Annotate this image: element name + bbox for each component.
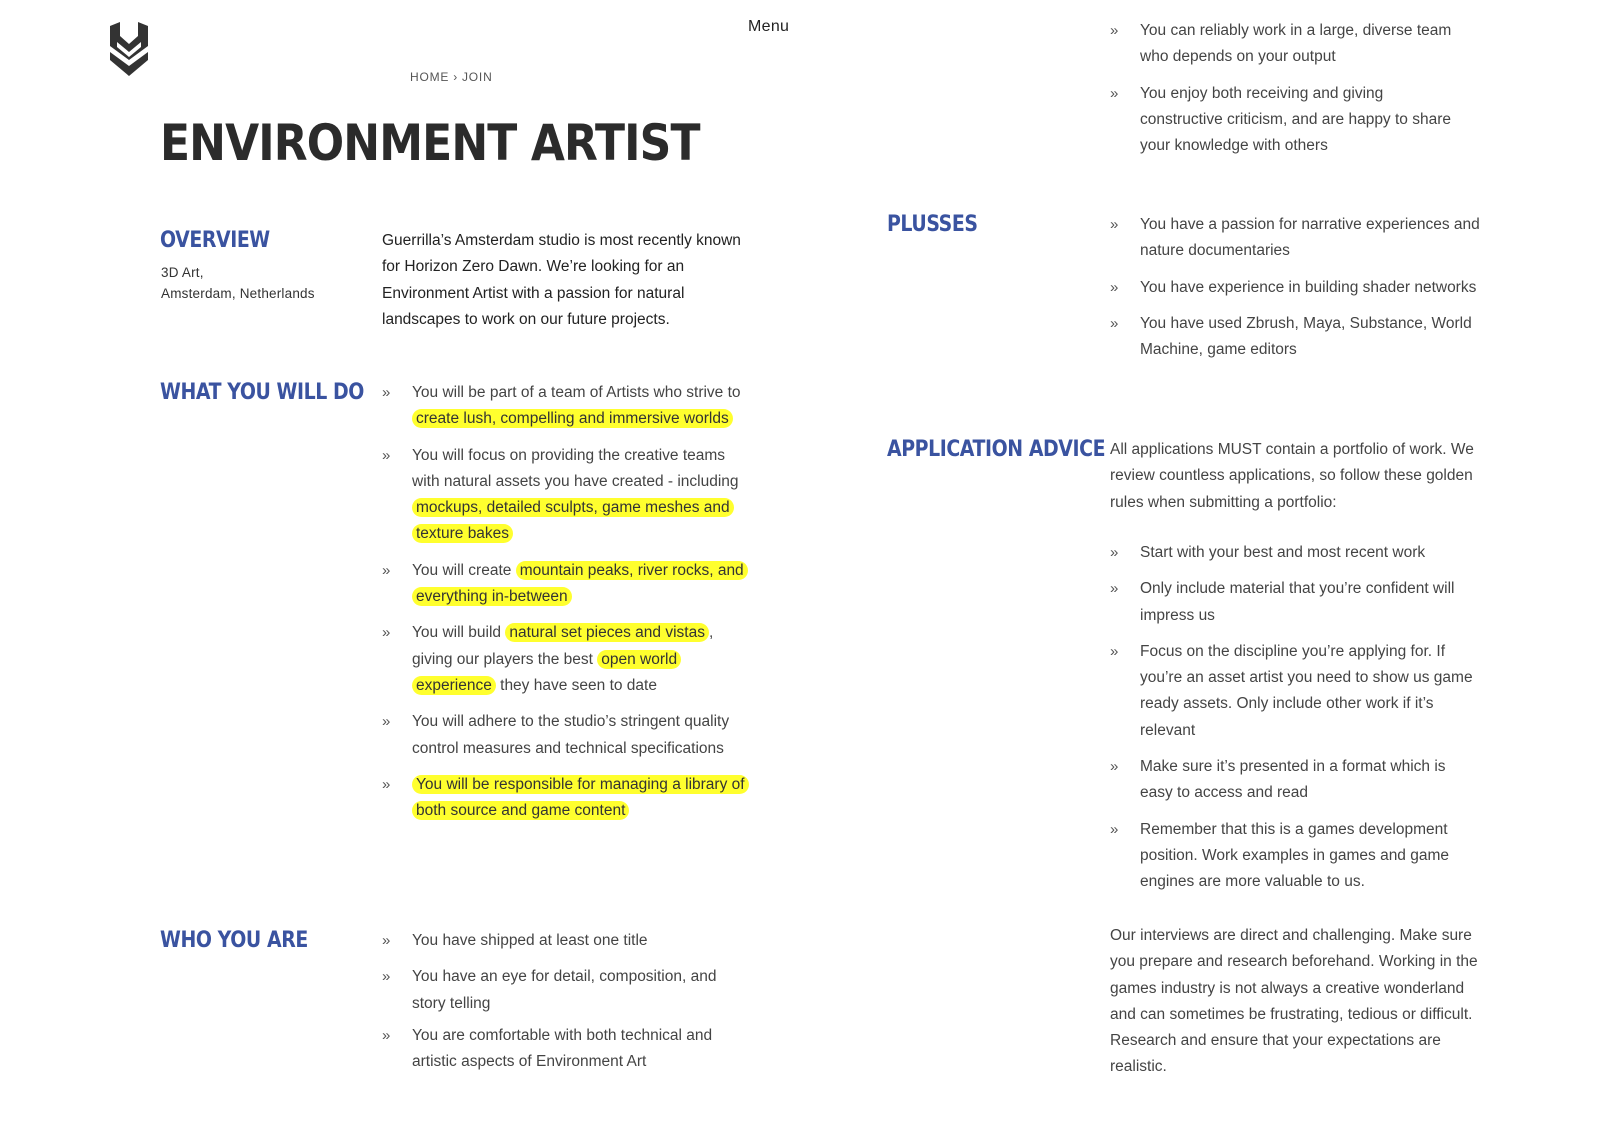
what-you-will-do-heading: WHAT YOU WILL DO <box>160 380 364 405</box>
guerrilla-logo-icon[interactable] <box>108 22 150 78</box>
list-item-text: You will build <box>412 624 506 642</box>
job-category: 3D Art, <box>161 265 204 280</box>
menu-button[interactable]: Menu <box>748 18 790 35</box>
application-advice-heading: APPLICATION ADVICE <box>887 437 1106 462</box>
list-item: » Remember that this is a games development position. Work examples in games and game engines are more valuable to us. <box>1110 817 1478 896</box>
highlighted-text: create lush, compelling and immersive worlds <box>412 409 733 428</box>
list-item <box>382 380 754 433</box>
list-item: » Focus on the discipline you’re applying for. If you’re an asset artist you need to show us game ready assets. Only include other work if it’s relevant <box>1110 639 1478 744</box>
list-item <box>382 772 754 825</box>
highlighted-text: mockups, detailed sculpts, game meshes and texture bakes <box>412 498 734 543</box>
list-item <box>382 558 754 611</box>
highlighted-text: open world experience <box>412 650 681 695</box>
who-you-are-heading: WHO YOU ARE <box>160 928 308 953</box>
plusses-list <box>1110 212 1480 373</box>
application-advice-list <box>1110 540 1478 906</box>
overview-description: Guerrilla’s Amsterdam studio is most recently known for Horizon Zero Dawn. We’re looking for an Environment Artist with a passion for natural landscapes to work on our future projects. <box>382 232 741 328</box>
breadcrumb-home-link[interactable]: HOME <box>410 70 450 84</box>
list-item <box>382 443 754 548</box>
list-item: » You can reliably work in a large, diverse team who depends on your output <box>1110 18 1470 71</box>
list-item-text: , giving our players the best <box>412 624 714 668</box>
breadcrumb <box>410 70 493 84</box>
highlighted-text: natural set pieces and vistas <box>505 623 709 642</box>
list-item: » Start with your best and most recent work <box>1110 540 1478 566</box>
page-title: ENVIRONMENT ARTIST <box>160 114 700 172</box>
list-item: » You are comfortable with both technical and artistic aspects of Environment Art <box>382 1023 752 1076</box>
list-item-text: You will be part of a team of Artists who strive to <box>412 384 741 401</box>
list-item: » Make sure it’s presented in a format which is easy to access and read <box>1110 754 1478 807</box>
job-meta <box>161 262 315 304</box>
highlighted-text: mountain peaks, river rocks, and everything in-between <box>412 561 748 606</box>
job-location: Amsterdam, Netherlands <box>161 286 315 301</box>
who-you-are-list <box>382 928 752 1085</box>
application-advice-outro: Our interviews are direct and challenging. Make sure you prepare and research beforehand. Working in the games industry is not always a creative wonderland and can sometimes be frustrating, tedious or difficult. Research and ensure that your expectations are realistic. <box>1110 927 1478 1076</box>
list-item-text: You will create <box>412 561 516 579</box>
breadcrumb-separator: › <box>453 70 458 84</box>
who-you-are-list-continued <box>1110 18 1470 169</box>
list-item: » You have used Zbrush, Maya, Substance, World Machine, game editors <box>1110 311 1480 364</box>
plusses-heading: PLUSSES <box>887 212 978 237</box>
list-item: » Only include material that you’re confident will impress us <box>1110 576 1478 629</box>
list-item: » You have shipped at least one title <box>382 928 752 954</box>
application-advice-intro: All applications MUST contain a portfolio of work. We review countless applications, so follow these golden rules when submitting a portfolio: <box>1110 441 1474 511</box>
list-item: » You have an eye for detail, composition, and story telling <box>382 964 752 1017</box>
list-item <box>382 620 754 699</box>
list-item-text: You will adhere to the studio’s stringent quality control measures and technical specifications <box>412 713 730 757</box>
list-item-text: You will focus on providing the creative teams with natural assets you have created - including <box>412 446 739 490</box>
breadcrumb-join-link[interactable]: JOIN <box>462 70 493 84</box>
list-item-text: they have seen to date <box>495 676 657 694</box>
list-item: » You enjoy both receiving and giving constructive criticism, and are happy to share your knowledge with others <box>1110 81 1470 160</box>
overview-heading: OVERVIEW <box>160 228 270 253</box>
list-item <box>382 709 754 762</box>
what-you-will-do-list <box>382 380 754 834</box>
list-item: » You have a passion for narrative experiences and nature documentaries <box>1110 212 1480 265</box>
highlighted-text: You will be responsible for managing a library of both source and game content <box>412 775 749 820</box>
list-item: » You have experience in building shader networks <box>1110 275 1480 301</box>
